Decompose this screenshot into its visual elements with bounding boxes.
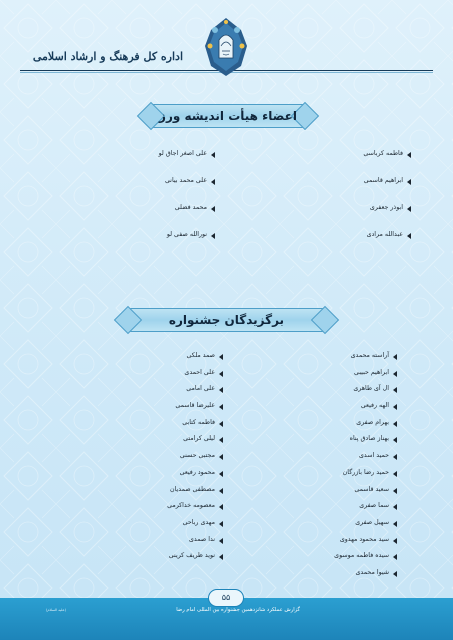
organization-title: اداره کل فرهنگ و ارشاد اسلامی [32, 50, 183, 63]
list-item: مصطفی صمدیان [113, 486, 223, 503]
list-item: علی اصغر اجاق لو [105, 150, 215, 177]
section-banner-winners [127, 308, 326, 332]
list-item: فاطمه کرباسی [301, 150, 411, 177]
list-item: علی محمد بیانی [105, 177, 215, 204]
thinkers-right-column [301, 150, 411, 258]
section-title-winners: برگزیدگان جشنواره [168, 313, 285, 327]
list-item: محمود رفیعی [113, 469, 223, 486]
page-number-badge: ۵۵ [208, 589, 244, 607]
list-item: بهرام صفری [287, 419, 397, 436]
list-item: ابراهیم قاسمی [301, 177, 411, 204]
winners-right-column [287, 352, 397, 586]
list-item: عبدالله مرادی [301, 231, 411, 258]
list-item: فاطمه کتابی [113, 419, 223, 436]
list-item: مجتبی حسنی [113, 452, 223, 469]
list-item: محمد فضلی [105, 204, 215, 231]
list-item: معصومه خداکرمی [113, 502, 223, 519]
list-item: علیرضا قاسمی [113, 402, 223, 419]
list-item: نوید ظریف کرینی [113, 552, 223, 569]
list-item: الهه رفیعی [287, 402, 397, 419]
list-item: سعید قاسمی [287, 486, 397, 503]
section-banner-thinkers [150, 104, 306, 128]
footer-caption: گزارش عملکرد شانزدهمین جشنواره بین المللی امام رضا [176, 607, 300, 613]
list-item: شیوا محمدی [287, 569, 397, 586]
list-item: سید محمود مهدوی [287, 536, 397, 553]
list-item: مهدی رباحی [113, 519, 223, 536]
calligraphy-emblem-logo [201, 16, 251, 78]
list-item: سهیل صفری [287, 519, 397, 536]
list-item: سما صفری [287, 502, 397, 519]
list-item: علی احمدی [113, 369, 223, 386]
winners-left-column [113, 352, 223, 569]
footer-subcaption: (علیه السلام) [46, 608, 66, 612]
list-item: حمید اسدی [287, 452, 397, 469]
list-item: صمد ملکی [113, 352, 223, 369]
list-item: سیده فاطمه موسوی [287, 552, 397, 569]
list-item: علی امامی [113, 385, 223, 402]
list-item: ابراهیم حبیبی [287, 369, 397, 386]
list-item: نورالله صفی لو [105, 231, 215, 258]
thinkers-left-column [105, 150, 215, 258]
list-item: ال آی طاهری [287, 385, 397, 402]
section-title-thinkers: اعضاء هیأت اندیشه ورز [159, 109, 297, 123]
list-item: ندا صمدی [113, 536, 223, 553]
list-item: آراسته محمدی [287, 352, 397, 369]
list-item: ابوذر جعفری [301, 204, 411, 231]
list-item: لیلی کرامتی [113, 435, 223, 452]
list-item: بهناز صادق پناه [287, 435, 397, 452]
list-item: حمید رضا بازرگان [287, 469, 397, 486]
